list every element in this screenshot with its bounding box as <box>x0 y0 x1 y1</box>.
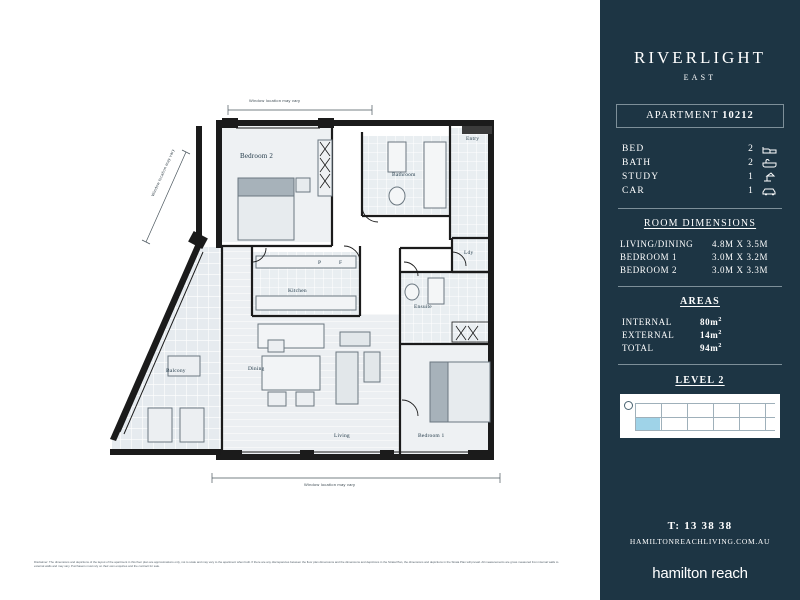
areas-list <box>622 315 778 354</box>
apartment-badge <box>616 104 784 128</box>
area-value: $94m^2$ <box>700 342 722 353</box>
room-dimensions-list <box>620 237 780 276</box>
key-plan <box>620 394 780 438</box>
bed-icon <box>760 145 778 154</box>
room-dimension-row <box>620 237 780 250</box>
specs-list <box>622 142 778 198</box>
level-title: LEVEL 2 <box>675 375 725 386</box>
spec-row-bath <box>622 156 778 170</box>
room-label-entry: Entry <box>466 136 480 142</box>
spec-label-bed: BED <box>622 144 645 154</box>
spec-row-study <box>622 170 778 184</box>
spec-value-bath: 2 <box>748 158 754 168</box>
room-label-laundry: Ldy <box>464 250 474 256</box>
area-name: INTERNAL <box>622 316 672 327</box>
divider-3 <box>618 364 782 365</box>
area-name: TOTAL <box>622 342 654 353</box>
room-dimension-name: LIVING/DINING <box>620 238 694 249</box>
room-label-bathroom: Bathroom <box>392 172 416 178</box>
room-dimension-value: 4.8M X 3.5M <box>712 238 769 249</box>
key-plan-grid <box>621 395 779 437</box>
room-label-pantry: P <box>318 260 322 266</box>
key-plan-highlight <box>636 418 660 430</box>
info-panel <box>600 0 800 600</box>
room-dimension-row <box>620 263 780 276</box>
room-label-ensuite: Ensuite <box>414 304 432 310</box>
area-row <box>622 315 778 328</box>
spec-value-study: 1 <box>748 172 754 182</box>
room-label-living: Living <box>334 433 350 439</box>
spec-value-car: 1 <box>748 186 754 196</box>
spec-label-bath: BATH <box>622 158 652 168</box>
divider-1 <box>618 208 782 209</box>
room-dimension-row <box>620 250 780 263</box>
spec-row-car <box>622 184 778 198</box>
area-row <box>622 341 778 354</box>
room-label-dining: Dining <box>248 366 265 372</box>
spec-row-bed <box>622 142 778 156</box>
disclaimer-text: Disclaimer: The dimensions and depictions of the layout of the apartment in this floor plan are approximations only, not to scale and may vary to the apartment when built. If there are any discrepancies between the floor plan dimensions and the dimensions and depictions in the Strata Plan, the dimensions and depictions in the Strata Plan will prevail. All measurements are gross measured from internal walls to external walls and may vary. Purchasers must rely on their own enquiries and the contract for sale. <box>34 560 559 569</box>
area-row <box>622 328 778 341</box>
dimension-caption-bottom: Window location may vary <box>304 482 356 487</box>
room-label-kitchen: Kitchen <box>288 288 307 294</box>
room-label-fridge: F <box>339 260 343 266</box>
bath-icon <box>760 159 778 168</box>
contact-block <box>600 520 800 546</box>
divider-2 <box>618 286 782 287</box>
brand-subtitle: EAST <box>683 73 717 82</box>
website-url[interactable]: HAMILTONREACHLIVING.COM.AU <box>629 537 771 546</box>
spec-label-car: CAR <box>622 186 645 196</box>
area-name: EXTERNAL <box>622 329 675 340</box>
room-dimensions-title: ROOM DIMENSIONS <box>643 218 757 229</box>
car-icon <box>760 187 778 196</box>
room-dimension-value: 3.0M X 3.3M <box>712 264 769 275</box>
dimension-caption-angled: Window location may vary <box>150 148 176 198</box>
room-label-bedroom-2: Bedroom 2 <box>240 152 274 160</box>
phone-number[interactable]: T: 13 38 38 <box>667 520 733 532</box>
apartment-label: APARTMENT <box>646 110 719 121</box>
north-point-icon <box>624 401 633 410</box>
room-label-bedroom-1: Bedroom 1 <box>418 433 445 439</box>
dimension-caption-top: Window location may vary <box>249 98 301 103</box>
room-dimension-name: BEDROOM 1 <box>620 251 678 262</box>
area-value: $14m^2$ <box>700 329 722 340</box>
area-value: $80m^2$ <box>700 316 722 327</box>
areas-title: AREAS <box>680 296 720 307</box>
brand-name: RIVERLIGHT <box>634 48 766 67</box>
apartment-number: 10212 <box>722 110 754 121</box>
desk-lamp-icon <box>760 172 778 182</box>
spec-label-study: STUDY <box>622 172 660 182</box>
room-dimension-name: BEDROOM 2 <box>620 264 678 275</box>
room-dimension-value: 3.0M X 3.2M <box>712 251 769 262</box>
hamilton-reach-logo: hamilton reach <box>652 565 748 582</box>
spec-value-bed: 2 <box>748 144 754 154</box>
brand-block <box>600 48 800 82</box>
room-label-balcony: Balcony <box>166 368 186 374</box>
